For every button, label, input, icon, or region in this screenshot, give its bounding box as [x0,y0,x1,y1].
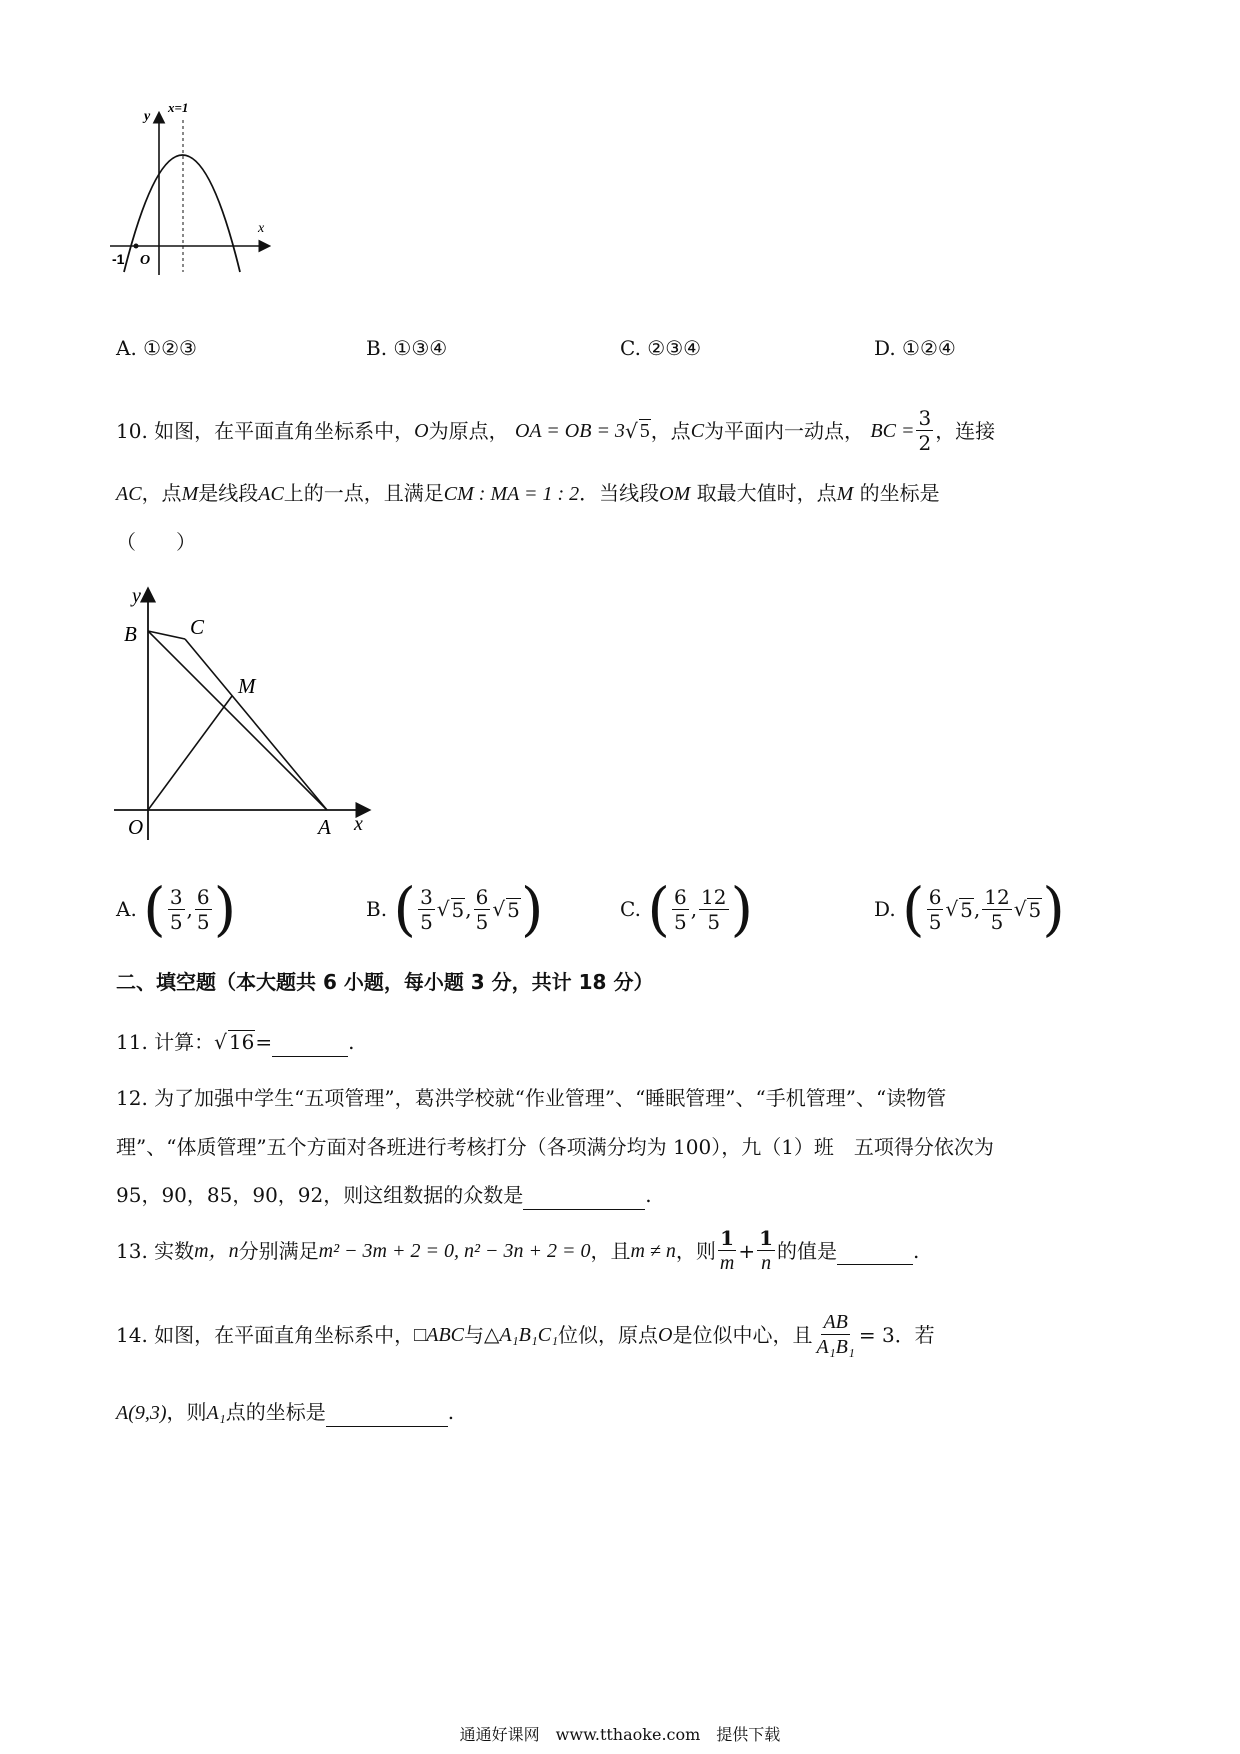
q10-label-b: B [124,622,137,646]
q10-option-d: D. ( $\frac{6}{5}$ √ 5 , $\frac{12}{5}$ √ 5 ) [874,875,1065,943]
q14-line2 [116,1398,454,1427]
q10-text: 的坐标是 [859,481,940,505]
q10-text: 取最大值时，点 [696,481,837,505]
fraction [474,885,491,934]
q13-text: 实数 [154,1238,195,1263]
q10-label-y: y [132,585,141,607]
q10-math-oa-ob: OA = OB = 3 [514,419,625,442]
q10-label-c: C [190,615,205,639]
section-title: 二、填空题（本大题共 6 小题，每小题 3 分，共计 18 分） [116,970,654,994]
q12-line3 [116,1181,652,1210]
fraction-denominator: 5 [475,909,489,934]
sqrt-symbol: √ [1013,897,1027,921]
fraction-numerator: 12 [984,884,1010,909]
fraction-denominator: 5 [196,909,210,934]
fraction-numerator: 3 [169,884,183,909]
q10-text: ．当线段 [579,481,660,505]
q11-equals: = [255,1030,273,1054]
fraction [927,885,944,934]
q10-math-ac: AC [258,483,284,505]
q14-line1 [116,1310,935,1359]
right-paren: ) [1042,875,1065,943]
fraction [718,1226,736,1275]
q14-math-o: O [658,1323,673,1346]
q11 [116,1028,355,1057]
fraction-numerator: 1 [720,1226,735,1250]
q10-math-m: M [836,483,854,505]
q10-math-om: OM [659,483,691,505]
q9-option-b: B. ①③④ [366,336,448,360]
q11-radicand: 16 [228,1030,255,1054]
sqrt-symbol: √ [945,897,959,921]
sqrt-radicand: 5 [1028,897,1042,922]
q10-segment-bc [148,631,185,639]
q13-text: 分别满足 [238,1238,319,1263]
right-paren: ) [213,875,237,943]
q10-bc-fraction [916,406,933,455]
sqrt-symbol: √ [436,897,450,921]
sqrt-radicand: 5 [960,897,973,922]
q11-answer-blank[interactable] [272,1028,348,1057]
fraction-denominator: 2 [918,431,932,455]
q10-math-o: O [414,419,429,442]
fraction-denominator: 5 [420,909,433,934]
q10-option-c: C. ( $\frac{6}{5}$ , $\frac{12}{5}$ ) [620,875,754,943]
q10-number: 10. [116,418,148,443]
sqrt-radicand: 5 [451,897,465,922]
q9-option-a: A. ①②③ [116,336,197,360]
q9-option-d: D. ①②④ [874,336,956,360]
q12-answer-blank[interactable] [523,1181,645,1210]
q10-label-a: A [318,815,331,839]
right-paren: ) [730,875,754,943]
q9-y-label: y [144,109,151,124]
q11-number: 11. [116,1030,148,1054]
q10-text: 为原点， [428,418,509,443]
q10-label-x: x [354,813,363,835]
q10-segment-ba [148,631,327,810]
fraction [757,1226,775,1275]
q13-text: ，且 [590,1238,631,1263]
q10-segment-ca [185,639,327,810]
q10-label-o: O [128,815,144,839]
q14-number: 14. [116,1322,148,1347]
q10-text: ，点 [650,418,691,443]
q10-figure [106,584,386,844]
q13-end: . [913,1238,920,1263]
fraction-denominator: 5 [673,909,687,934]
sqrt-symbol: √ [214,1030,227,1054]
q9-neg-label: -1 [112,251,125,267]
fraction-numerator: 1 [759,1226,774,1250]
left-paren: ( [647,875,670,943]
option-label: C. [620,897,641,921]
fraction [982,885,1011,934]
q13-math-equations: m² − 3m + 2 = 0, n² − 3n + 2 = 0 [318,1239,591,1262]
left-paren: ( [393,875,417,943]
q11-text: 计算： [154,1030,215,1054]
fraction-denominator: m [719,1252,735,1274]
q12-text: 95，90，85，90，92，则这组数据的众数是 [116,1183,524,1207]
q14-math-point: A(9,3) [116,1402,167,1424]
fraction-numerator: 6 [928,884,942,909]
fraction-denominator: 5 [169,909,183,934]
q14-text: 与 [464,1322,485,1347]
q10-math-bc: BC = [870,419,915,442]
fraction [672,885,689,934]
sqrt-radicand: 5 [507,897,520,922]
q10-math-ac: AC [116,483,142,505]
q10-math-ratio: CM : MA = 1 : 2 [443,483,580,505]
fraction-numerator: 6 [196,884,210,909]
right-paren: ) [520,875,544,943]
q14-text: 如图，在平面直角坐标系中， [154,1322,415,1347]
q14-text: 是位似中心，且 [672,1322,813,1347]
fraction-numerator: 6 [475,884,489,909]
q14-math-abc: □ABC [414,1323,465,1346]
q13-answer-blank[interactable] [837,1236,913,1265]
q9-x-label: x [258,221,265,236]
q13 [116,1226,919,1275]
fraction-denominator: 5 [707,909,721,934]
fraction [418,885,435,934]
q12-line2: 理”、“体质管理”五个方面对各班进行考核打分（各项满分均为 100），九（1）班 五项得分依次为 [116,1135,994,1159]
q9-option-c: C. ②③④ [620,336,702,360]
left-paren: ( [902,875,925,943]
fraction-denominator: n [761,1252,772,1274]
q14-text: ，则 [166,1400,207,1424]
q13-number: 13. [116,1238,148,1263]
q14-text: 点的坐标是 [225,1400,326,1424]
left-paren: ( [143,875,166,943]
q12-text: 为了加强中学生“五项管理”，葛洪学校就“作业管理”、“睡眠管理”、“手机管理”、“读物管 [154,1086,947,1110]
q10-math-m: M [181,483,199,505]
q10-line1 [116,406,995,455]
q13-text: ，则 [675,1238,716,1263]
q13-text: 的值是 [777,1238,838,1263]
q10-segment-om [148,696,232,810]
option-label: A. [116,897,137,921]
q13-math-mn: m，n [194,1239,239,1262]
fraction [195,885,212,934]
q10-text: 上的一点，且满足 [283,481,444,505]
q14-answer-blank[interactable] [326,1398,448,1427]
q11-end: . [348,1030,355,1054]
fraction [815,1310,857,1359]
q12-end: . [645,1183,652,1207]
q9-parabola-graph [100,100,300,310]
option-label: D. [874,897,896,921]
q10-line2 [116,479,940,508]
q10-text: 是线段 [198,481,259,505]
q10-option-a: A. ( $\frac{3}{5}$ , $\frac{6}{5}$ ) [116,875,237,943]
option-label: B. [366,897,388,921]
q12-line1 [116,1084,946,1112]
q10-sqrt-radicand: 5 [639,420,650,442]
sqrt-symbol: √ [492,897,506,921]
fraction-denominator: A₁B₁ [816,1336,855,1358]
q14-text: ．若 [894,1322,935,1347]
q12-number: 12. [116,1086,148,1110]
fraction-denominator: 5 [928,909,942,934]
q10-text: 为平面内一动点， [704,418,865,443]
q9-line-label: x=1 [168,100,189,115]
q10-text: ，连接 [935,418,996,443]
q14-math-a1: A₁ [206,1402,226,1424]
q13-math-neq: m ≠ n [630,1239,676,1262]
fraction-denominator: 5 [990,909,1004,934]
page-footer: 通通好课网 www.tthaoke.com 提供下载 [459,1725,781,1744]
fraction-numerator: 6 [673,884,687,909]
q10-label-m: M [238,674,256,698]
q14-equals: = 3 [858,1322,895,1347]
q10-option-b: B. ( $\frac{3}{5}$ √ 5 , $\frac{6}{5}$ √ 5 ) [366,875,544,943]
sqrt-symbol: √ [624,418,638,443]
fraction [699,885,728,934]
q10-answer-paren: （ ） [116,530,196,554]
fraction-numerator: 3 [420,884,433,909]
q10-text: 如图，在平面直角坐标系中， [154,418,415,443]
q9-origin-label: O [140,253,151,268]
q9-root-point [134,244,139,249]
q14-text: 位似，原点 [558,1322,659,1347]
fraction [168,885,185,934]
q10-text: ，点 [141,481,182,505]
plus-sign: + [738,1238,756,1263]
fraction-numerator: 12 [701,884,727,909]
q10-math-c: C [690,419,705,442]
q14-end: . [447,1400,455,1424]
fraction-numerator: 3 [918,406,932,430]
q14-math-a1b1c1: △A₁B₁C₁ [484,1323,559,1346]
fraction-numerator: AB [823,1311,848,1333]
